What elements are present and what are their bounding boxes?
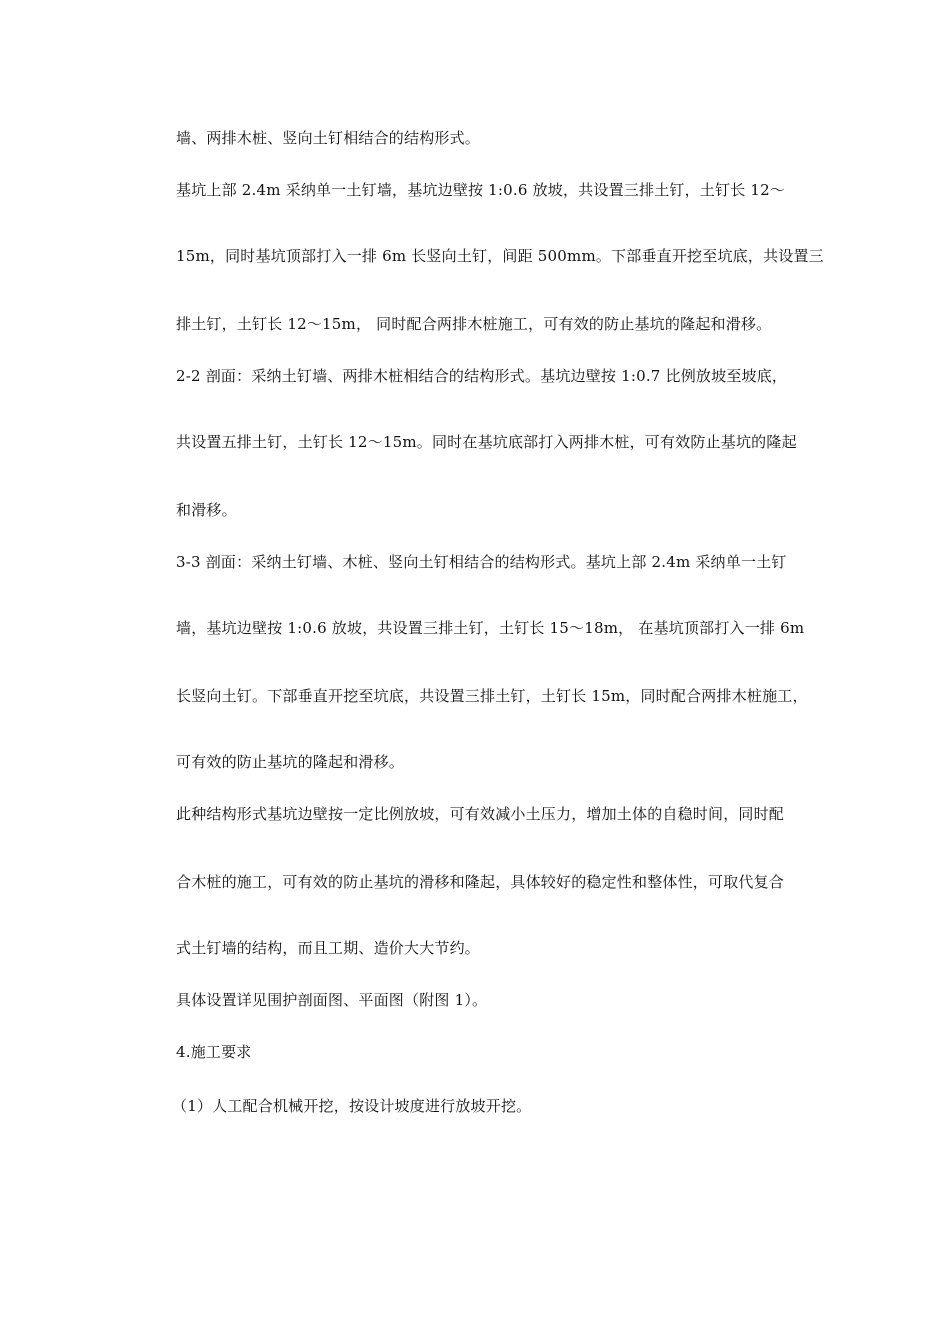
section-heading: 4.施工要求 bbox=[176, 1043, 252, 1061]
text-line-17: （1）人工配合机械开挖，按设计坡度进行放坡开挖。 bbox=[172, 1097, 532, 1115]
text-line-11: 可有效的防止基坑的隆起和滑移。 bbox=[176, 753, 405, 771]
text-line-12: 此种结构形式基坑边壁按一定比例放坡，可有效减小土压力，增加土体的自稳时间，同时配 bbox=[176, 805, 785, 823]
text-line-4: 排土钉，土钉长 12～15m， 同时配合两排木桩施工，可有效的防止基坑的隆起和滑移。 bbox=[176, 315, 772, 333]
text-line-7: 和滑移。 bbox=[176, 501, 237, 519]
text-line-3: 15m，同时基坑顶部打入一排 6m 长竖向土钉，间距 500mm。下部垂直开挖至坑底，共设置三 bbox=[176, 247, 824, 265]
text-line-13: 合木桩的施工，可有效的防止基坑的滑移和隆起，具体较好的稳定性和整体性，可取代复合 bbox=[176, 873, 785, 891]
text-line-10: 长竖向土钉。下部垂直开挖至坑底，共设置三排土钉，土钉长 15m，同时配合两排木桩施工， bbox=[176, 687, 808, 705]
text-line-9: 墙，基坑边壁按 1:0.6 放坡，共设置三排土钉，土钉长 15～18m， 在基坑顶部打入一排 6m bbox=[176, 619, 805, 637]
text-line-8: 3-3 剖面：采纳土钉墙、木桩、竖向土钉相结合的结构形式。基坑上部 2.4m 采纳单一土钉 bbox=[176, 553, 787, 571]
text-line-15: 具体设置详见围护剖面图、平面图（附图 1）。 bbox=[176, 991, 488, 1009]
text-line-14: 式土钉墙的结构，而且工期、造价大大节约。 bbox=[176, 939, 481, 957]
text-line-1: 墙、两排木桩、竖向土钉相结合的结构形式。 bbox=[176, 129, 481, 147]
text-line-6: 共设置五排土钉，土钉长 12～15m。同时在基坑底部打入两排木桩，可有效防止基坑的隆起 bbox=[176, 433, 797, 451]
text-line-5: 2-2 剖面：采纳土钉墙、两排木桩相结合的结构形式。基坑边壁按 1:0.7 比例放坡至坡底， bbox=[176, 367, 788, 385]
text-line-2: 基坑上部 2.4m 采纳单一土钉墙，基坑边壁按 1:0.6 放坡，共设置三排土钉，土钉长 12～ bbox=[176, 181, 786, 199]
